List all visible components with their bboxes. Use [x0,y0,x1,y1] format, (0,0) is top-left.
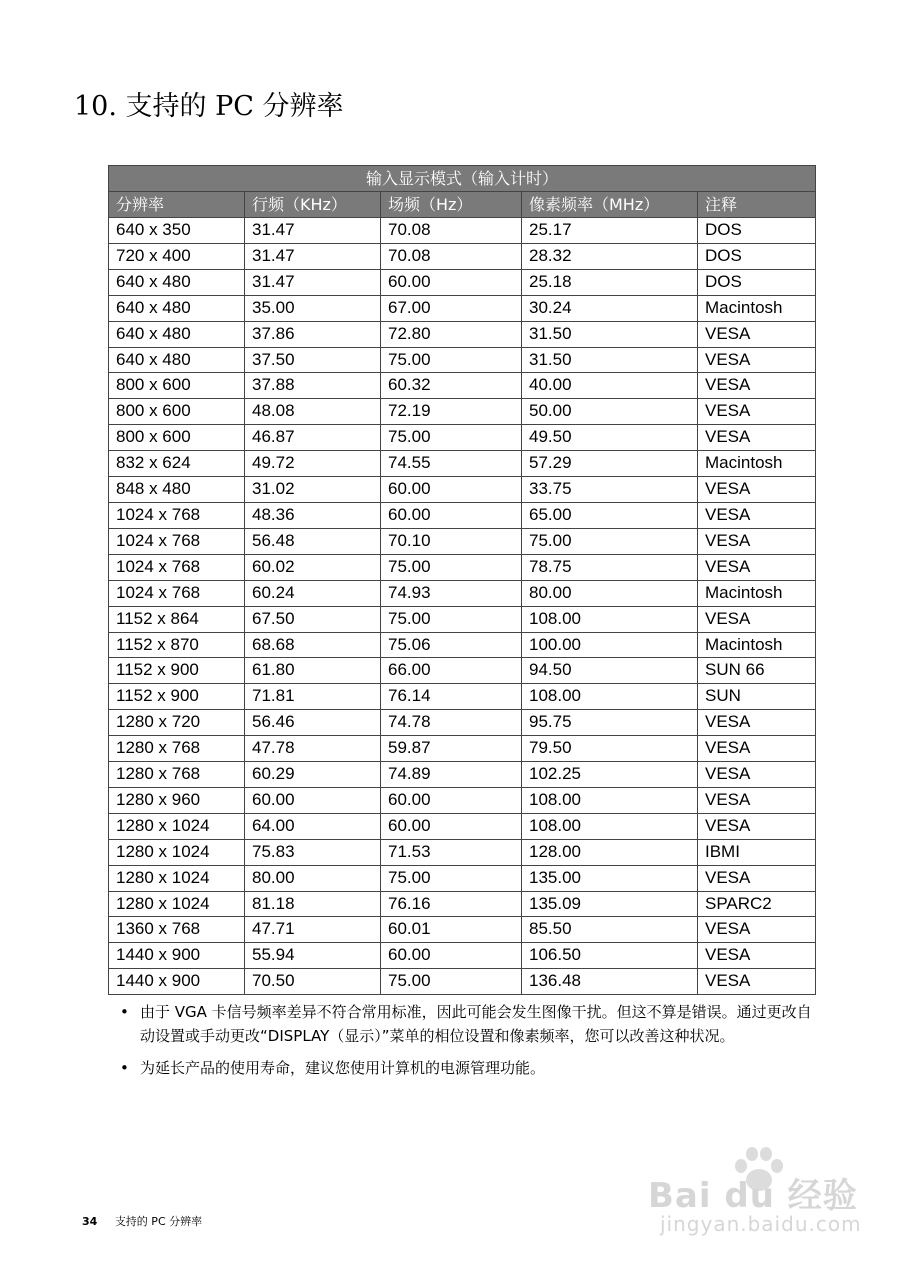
cell-h-freq: 47.78 [245,736,381,762]
cell-resolution: 1280 x 720 [109,710,245,736]
baidu-watermark [640,1150,870,1250]
cell-v-freq: 76.14 [381,684,522,710]
cell-pixel-clock: 108.00 [522,813,698,839]
cell-resolution: 720 x 400 [109,243,245,269]
cell-notes: SUN [698,684,816,710]
cell-pixel-clock: 25.17 [522,218,698,244]
cell-h-freq: 31.02 [245,477,381,503]
cell-v-freq: 60.32 [381,373,522,399]
table-row [109,218,816,244]
cell-resolution: 640 x 480 [109,295,245,321]
table-row [109,813,816,839]
cell-h-freq: 70.50 [245,969,381,995]
cell-v-freq: 60.01 [381,917,522,943]
cell-v-freq: 60.00 [381,502,522,528]
cell-notes: VESA [698,477,816,503]
cell-resolution: 800 x 600 [109,399,245,425]
bullet-icon: • [120,1059,129,1077]
note-text: 为延长产品的使用寿命，建议您使用计算机的电源管理功能。 [140,1059,546,1077]
cell-notes: DOS [698,269,816,295]
cell-notes: VESA [698,373,816,399]
cell-h-freq: 81.18 [245,891,381,917]
table-row [109,373,816,399]
cell-h-freq: 31.47 [245,243,381,269]
cell-notes: VESA [698,399,816,425]
notes-list [120,1000,820,1088]
cell-v-freq: 75.00 [381,606,522,632]
cell-notes: Macintosh [698,295,816,321]
page-title: 10. 支持的 PC 分辨率 [74,91,344,122]
cell-resolution: 1152 x 870 [109,632,245,658]
cell-resolution: 848 x 480 [109,477,245,503]
table-row [109,321,816,347]
cell-resolution: 1280 x 1024 [109,813,245,839]
cell-v-freq: 74.89 [381,762,522,788]
table-caption: 输入显示模式（输入计时） [109,166,816,192]
table-row [109,425,816,451]
cell-h-freq: 48.08 [245,399,381,425]
cell-resolution: 832 x 624 [109,451,245,477]
cell-notes: VESA [698,813,816,839]
cell-pixel-clock: 78.75 [522,554,698,580]
cell-pixel-clock: 30.24 [522,295,698,321]
table-row [109,969,816,995]
cell-notes: VESA [698,787,816,813]
cell-resolution: 1152 x 900 [109,658,245,684]
cell-resolution: 1280 x 768 [109,762,245,788]
cell-resolution: 1440 x 900 [109,943,245,969]
cell-notes: VESA [698,528,816,554]
cell-resolution: 1024 x 768 [109,502,245,528]
cell-pixel-clock: 108.00 [522,787,698,813]
table-row [109,347,816,373]
table-row [109,839,816,865]
cell-notes: SPARC2 [698,891,816,917]
cell-pixel-clock: 65.00 [522,502,698,528]
table-row [109,477,816,503]
table-row [109,710,816,736]
cell-pixel-clock: 135.09 [522,891,698,917]
cell-resolution: 640 x 480 [109,347,245,373]
table-row [109,243,816,269]
cell-v-freq: 67.00 [381,295,522,321]
cell-resolution: 1440 x 900 [109,969,245,995]
cell-h-freq: 35.00 [245,295,381,321]
cell-notes: VESA [698,736,816,762]
watermark-url: jingyan.baidu.com [660,1212,862,1236]
cell-pixel-clock: 108.00 [522,606,698,632]
cell-pixel-clock: 100.00 [522,632,698,658]
cell-notes: DOS [698,243,816,269]
cell-v-freq: 74.78 [381,710,522,736]
cell-resolution: 1280 x 1024 [109,865,245,891]
cell-h-freq: 31.47 [245,218,381,244]
cell-notes: VESA [698,762,816,788]
cell-h-freq: 37.86 [245,321,381,347]
cell-resolution: 1024 x 768 [109,528,245,554]
cell-h-freq: 64.00 [245,813,381,839]
cell-h-freq: 61.80 [245,658,381,684]
cell-pixel-clock: 94.50 [522,658,698,684]
table-row [109,295,816,321]
cell-v-freq: 75.00 [381,425,522,451]
cell-notes: VESA [698,606,816,632]
table-row [109,787,816,813]
cell-notes: VESA [698,554,816,580]
cell-notes: IBMI [698,839,816,865]
cell-h-freq: 56.46 [245,710,381,736]
column-header-notes: 注释 [698,192,816,218]
cell-notes: VESA [698,502,816,528]
cell-notes: Macintosh [698,451,816,477]
cell-resolution: 1024 x 768 [109,554,245,580]
table-row [109,580,816,606]
cell-v-freq: 66.00 [381,658,522,684]
table-row [109,269,816,295]
cell-pixel-clock: 85.50 [522,917,698,943]
cell-notes: SUN 66 [698,658,816,684]
cell-h-freq: 48.36 [245,502,381,528]
cell-pixel-clock: 128.00 [522,839,698,865]
cell-h-freq: 71.81 [245,684,381,710]
cell-pixel-clock: 31.50 [522,321,698,347]
cell-v-freq: 72.19 [381,399,522,425]
cell-v-freq: 75.00 [381,969,522,995]
cell-v-freq: 75.00 [381,554,522,580]
table-row [109,684,816,710]
note-item [120,1000,820,1048]
cell-v-freq: 75.00 [381,865,522,891]
cell-notes: VESA [698,347,816,373]
watermark-logo: Bai du 经验 [648,1176,858,1216]
cell-pixel-clock: 31.50 [522,347,698,373]
cell-v-freq: 60.00 [381,787,522,813]
cell-h-freq: 60.24 [245,580,381,606]
column-header-resolution: 分辨率 [109,192,245,218]
cell-notes: VESA [698,943,816,969]
cell-v-freq: 60.00 [381,477,522,503]
cell-h-freq: 80.00 [245,865,381,891]
cell-notes: VESA [698,710,816,736]
cell-notes: VESA [698,865,816,891]
page-footer [82,1213,202,1229]
cell-h-freq: 55.94 [245,943,381,969]
table-header-row [109,192,816,218]
note-item [120,1056,820,1080]
cell-v-freq: 60.00 [381,813,522,839]
cell-h-freq: 60.29 [245,762,381,788]
cell-h-freq: 56.48 [245,528,381,554]
table-row [109,528,816,554]
table-row [109,891,816,917]
cell-h-freq: 60.00 [245,787,381,813]
footer-section-title: 支持的 PC 分辨率 [114,1215,203,1228]
table-row [109,917,816,943]
cell-pixel-clock: 33.75 [522,477,698,503]
note-text: 由于 VGA 卡信号频率差异不符合常用标准，因此可能会发生图像干扰。但这不算是错误。通过更改自动设置或手动更改“DISPLAY（显示）”菜单的相位设置和像素频率，您可以改善这种状况。 [140,1003,812,1045]
cell-pixel-clock: 49.50 [522,425,698,451]
bullet-icon: • [120,1003,129,1021]
cell-resolution: 800 x 600 [109,373,245,399]
cell-resolution: 1280 x 768 [109,736,245,762]
cell-v-freq: 71.53 [381,839,522,865]
table-row [109,502,816,528]
cell-h-freq: 60.02 [245,554,381,580]
cell-v-freq: 75.00 [381,347,522,373]
cell-notes: VESA [698,917,816,943]
cell-v-freq: 74.93 [381,580,522,606]
cell-resolution: 640 x 480 [109,321,245,347]
cell-notes: VESA [698,969,816,995]
cell-pixel-clock: 95.75 [522,710,698,736]
cell-h-freq: 46.87 [245,425,381,451]
cell-pixel-clock: 75.00 [522,528,698,554]
cell-resolution: 1024 x 768 [109,580,245,606]
cell-v-freq: 70.08 [381,243,522,269]
cell-h-freq: 31.47 [245,269,381,295]
cell-v-freq: 70.08 [381,218,522,244]
cell-h-freq: 68.68 [245,632,381,658]
resolution-table [108,165,816,995]
cell-v-freq: 75.06 [381,632,522,658]
cell-resolution: 640 x 480 [109,269,245,295]
cell-notes: VESA [698,425,816,451]
cell-pixel-clock: 108.00 [522,684,698,710]
table-row [109,736,816,762]
cell-resolution: 800 x 600 [109,425,245,451]
table-row [109,658,816,684]
table-caption-row [109,166,816,192]
cell-h-freq: 47.71 [245,917,381,943]
cell-h-freq: 49.72 [245,451,381,477]
cell-resolution: 1152 x 864 [109,606,245,632]
table-row [109,632,816,658]
cell-h-freq: 75.83 [245,839,381,865]
cell-pixel-clock: 57.29 [522,451,698,477]
cell-pixel-clock: 80.00 [522,580,698,606]
table-row [109,943,816,969]
cell-pixel-clock: 28.32 [522,243,698,269]
table-row [109,865,816,891]
cell-v-freq: 59.87 [381,736,522,762]
cell-pixel-clock: 50.00 [522,399,698,425]
cell-h-freq: 37.50 [245,347,381,373]
cell-resolution: 1360 x 768 [109,917,245,943]
cell-v-freq: 74.55 [381,451,522,477]
column-header-v-freq: 场频（Hz） [381,192,522,218]
table-row [109,554,816,580]
cell-v-freq: 60.00 [381,269,522,295]
table-row [109,762,816,788]
table-row [109,399,816,425]
cell-resolution: 1280 x 1024 [109,891,245,917]
cell-pixel-clock: 40.00 [522,373,698,399]
cell-v-freq: 70.10 [381,528,522,554]
cell-pixel-clock: 25.18 [522,269,698,295]
cell-notes: Macintosh [698,580,816,606]
cell-resolution: 1152 x 900 [109,684,245,710]
page-number: 34 [82,1215,98,1228]
cell-v-freq: 60.00 [381,943,522,969]
cell-resolution: 1280 x 960 [109,787,245,813]
cell-pixel-clock: 106.50 [522,943,698,969]
cell-pixel-clock: 136.48 [522,969,698,995]
cell-resolution: 640 x 350 [109,218,245,244]
cell-notes: Macintosh [698,632,816,658]
cell-v-freq: 76.16 [381,891,522,917]
table-row [109,606,816,632]
cell-notes: VESA [698,321,816,347]
cell-pixel-clock: 135.00 [522,865,698,891]
column-header-h-freq: 行频（KHz） [245,192,381,218]
table-row [109,451,816,477]
cell-v-freq: 72.80 [381,321,522,347]
cell-pixel-clock: 79.50 [522,736,698,762]
cell-resolution: 1280 x 1024 [109,839,245,865]
cell-notes: DOS [698,218,816,244]
cell-h-freq: 67.50 [245,606,381,632]
column-header-pixel-clock: 像素频率（MHz） [522,192,698,218]
table-body [109,218,816,995]
cell-pixel-clock: 102.25 [522,762,698,788]
cell-h-freq: 37.88 [245,373,381,399]
